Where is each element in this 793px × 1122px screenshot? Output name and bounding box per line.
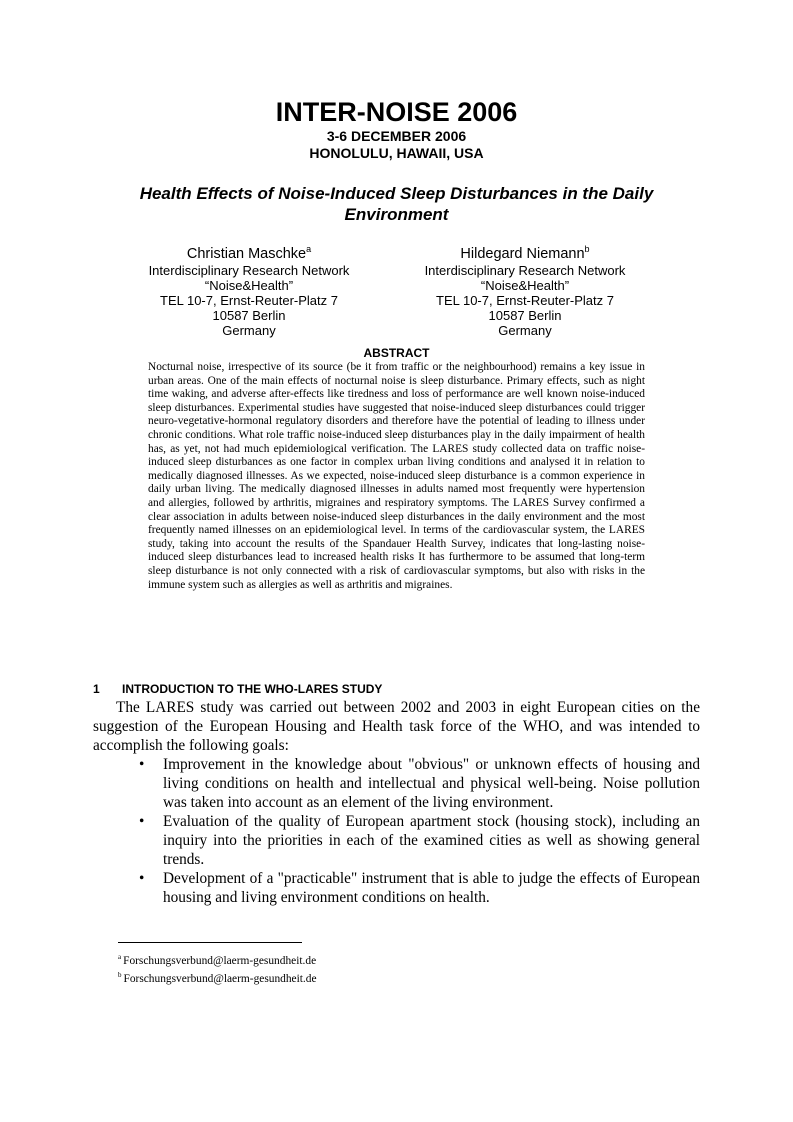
conference-location: HONOLULU, HAWAII, USA xyxy=(309,145,484,161)
section-number: 1 xyxy=(93,682,100,696)
author-address: TEL 10-7, Ernst-Reuter-Platz 7 xyxy=(436,292,614,308)
footnote-email-link[interactable]: Forschungsverbund@laerm-gesundheit.de xyxy=(123,972,317,985)
abstract-text: Nocturnal noise, irrespective of its source (be it from traffic or the neighbourhood) remains a key issue in urban areas. One of the main effects of nocturnal noise is sleep disturbance. Primary effects, such as night time waking, and adverse after-effects like tiredness and loss of performance are well known noise-induced sleep disturbances. Experimental studies have suggested that noise-induced sleep disturbances could trigger neuro-vegetative-hormonal regulatory disorders and therefore have the potential of leading to illness under chronic conditions. What role traffic noise-induced sleep disturbances play in the daily impairment of health has, as yet, not had much epidemiological verification. The LARES study collected data on traffic noise-induced sleep disturbances as one factor in complex urban living conditions and analysed it in relation to medically diagnosed illnesses. As we expected, noise-induced sleep disturbance is a common experience in daily urban living. The medically diagnosed illnesses in adults named most frequently were hypertension and allergies, followed by arthritis, migraines and respiratory symptoms. The LARES Survey confirmed a clear association in adults between noise-induced sleep disturbances in the daily environment and the most frequently named illnesses on an epidemiological level. In terms of the cardiovascular system, the LARES study, taking into account the results of the Spandauer Health Survey, indicates that long-lasting noise-induced sleep disturbances lead to increased health risks It has furthermore to be assumed that long-term sleep disturbance is not only connected with a risk of cardiovascular symptoms, but also with risks in the immune system such as allergies as well as arthritis and migraines. xyxy=(148,361,645,591)
footnote-mark: a xyxy=(118,953,122,961)
section-heading xyxy=(93,682,382,696)
author-group: “Noise&Health” xyxy=(480,277,570,293)
author-name: Hildegard Niemann$^b$ xyxy=(460,244,590,262)
author-block-2 xyxy=(385,240,665,338)
conference-dates: 3-6 DECEMBER 2006 xyxy=(326,128,467,144)
list-item-text: Evaluation of the quality of European apartment stock (housing stock), including an inquiry into the priorities in each of the examined cities as well as showing general trends. xyxy=(163,813,700,868)
conference-title: INTER-NOISE 2006 xyxy=(275,97,518,127)
author-block-1 xyxy=(109,240,389,338)
author-address: TEL 10-7, Ernst-Reuter-Platz 7 xyxy=(160,292,338,308)
author-footnote-mark: a xyxy=(306,244,312,254)
author-name: Christian Maschke$^a$ xyxy=(186,244,312,262)
section-title: INTRODUCTION TO THE WHO-LARES STUDY xyxy=(122,682,383,696)
author-city: 10587 Berlin xyxy=(212,307,286,323)
author-footnote-mark: b xyxy=(584,244,590,254)
footnote-b xyxy=(118,968,317,986)
abstract-heading: ABSTRACT xyxy=(363,346,430,360)
bullet-icon: • xyxy=(139,756,145,773)
author-group: “Noise&Health” xyxy=(204,277,294,293)
goals-list xyxy=(139,755,700,907)
author-city: 10587 Berlin xyxy=(488,307,562,323)
conference-info xyxy=(0,128,793,162)
list-item-text: Improvement in the knowledge about "obvious" or unknown effects of housing and living conditions on health and intellectual and physical well-being. Noise pollution was taken into account as an element of the living environment. xyxy=(163,756,700,811)
footnote-mark: b xyxy=(118,970,122,979)
list-item xyxy=(139,869,700,907)
list-item xyxy=(139,755,700,812)
intro-paragraph: The LARES study was carried out between 2002 and 2003 in eight European cities on the suggestion of the European Housing and Health task force of the WHO, and was intended to accomplish the following goals: xyxy=(93,699,700,754)
author-country: Germany xyxy=(498,322,552,338)
paper-title: Health Effects of Noise-Induced Sleep Disturbances in the Daily Environment xyxy=(139,184,654,224)
footnote-email-link[interactable]: Forschungsverbund@laerm-gesundheit.de xyxy=(123,954,317,967)
footnotes xyxy=(118,950,317,986)
footnote-divider xyxy=(118,942,302,943)
list-item-text: Development of a "practicable" instrument that is able to judge the effects of European housing and living environment conditions on health. xyxy=(163,870,700,906)
list-item xyxy=(139,812,700,869)
author-affiliation: Interdisciplinary Research Network xyxy=(424,262,626,278)
footnote-a xyxy=(118,950,317,968)
author-affiliation: Interdisciplinary Research Network xyxy=(148,262,350,278)
bullet-icon: • xyxy=(139,813,145,830)
author-country: Germany xyxy=(222,322,276,338)
bullet-icon: • xyxy=(139,870,145,887)
